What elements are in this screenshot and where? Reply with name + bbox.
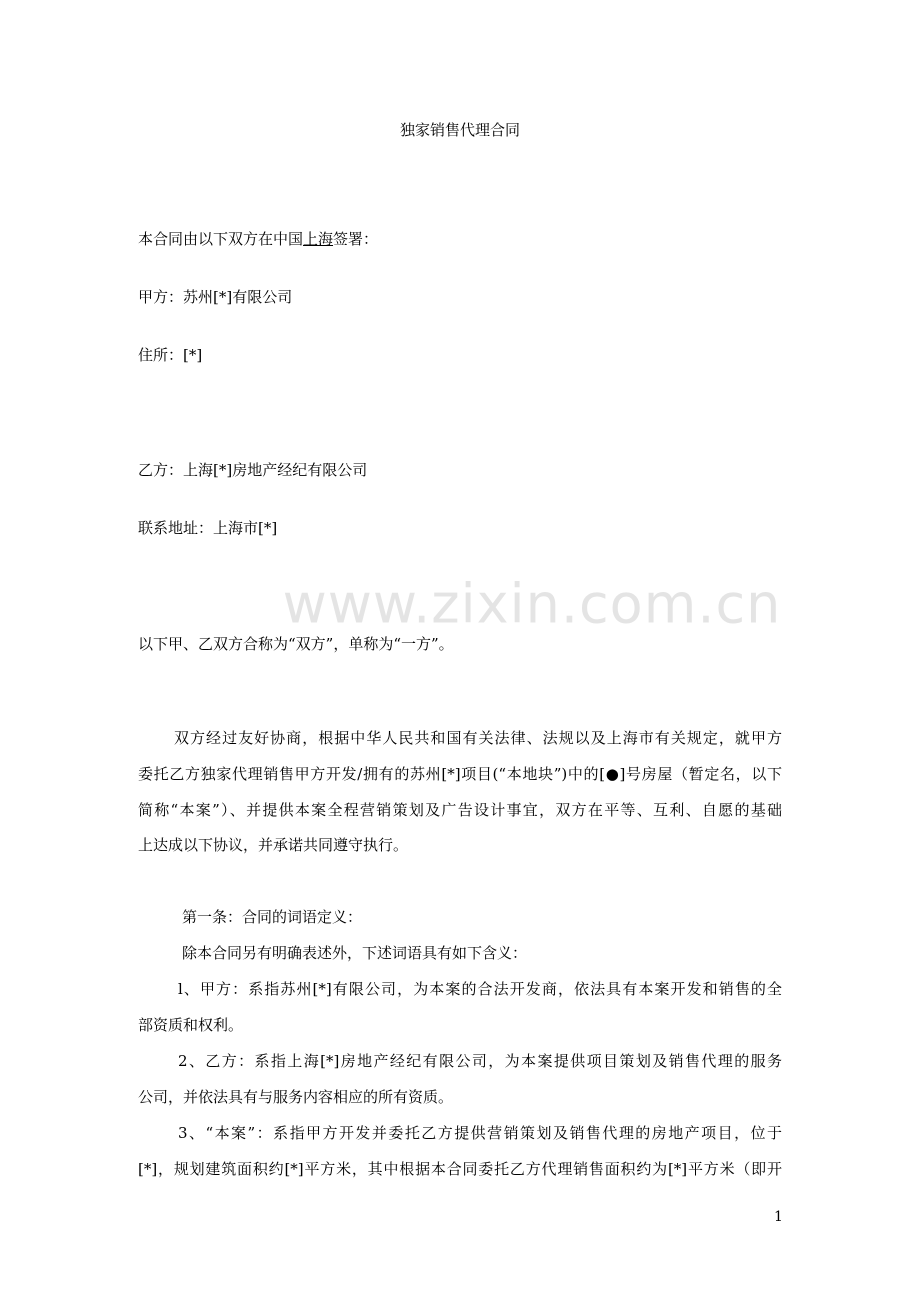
party-b: 乙方：上海[*]房地产经纪有限公司 xyxy=(138,461,368,479)
intro-place: 上海 xyxy=(303,230,334,248)
intro-text-before: 本合同由以下双方在中国 xyxy=(138,230,304,248)
party-b-address: 联系地址：上海市[*] xyxy=(138,519,278,537)
definition-line: 公司，并依法具有与服务内容相应的所有资质。 xyxy=(138,1088,454,1106)
article1-intro: 除本合同另有明确表述外，下述词语具有如下含义： xyxy=(182,944,528,962)
preamble-line: 委托乙方独家代理销售甲方开发/拥有的苏州[*]项目(“本地块”)中的[●]号房屋（暂定名，以下 xyxy=(138,765,782,783)
page-number: 1 xyxy=(774,1209,783,1225)
document-title: 独家销售代理合同 xyxy=(399,121,520,139)
preamble-line: 简称“本案”）、并提供本案全程营销策划及广告设计事宜，双方在平等、互利、自愿的基础 xyxy=(138,801,782,819)
intro-text-after: 签署： xyxy=(333,230,379,248)
definition-line: 部资质和权利。 xyxy=(138,1016,244,1034)
party-a: 甲方：苏州[*]有限公司 xyxy=(138,288,293,306)
party-a-address: 住所：[*] xyxy=(138,346,203,364)
preamble-line: 双方经过友好协商，根据中华人民共和国有关法律、法规以及上海市有关规定，就甲方 xyxy=(174,729,782,747)
definition-line: 2、乙方：系指上海[*]房地产经纪有限公司，为本案提供项目策划及销售代理的服务 xyxy=(178,1052,782,1070)
collective-definition: 以下甲、乙双方合称为“双方”，单称为“一方”。 xyxy=(138,635,454,653)
watermark-text: www.zixin.com.cn xyxy=(282,572,782,636)
definition-line: 3、“本案”：系指甲方开发并委托乙方提供营销策划及销售代理的房地产项目，位于 xyxy=(178,1124,782,1142)
preamble-line: 上达成以下协议，并承诺共同遵守执行。 xyxy=(138,836,409,854)
definition-line: [*]，规划建筑面积约[*]平方米，其中根据本合同委托乙方代理销售面积约为[*]平方米（即开 xyxy=(138,1160,782,1178)
definition-line: l、甲方：系指苏州[*]有限公司，为本案的合法开发商，依法具有本案开发和销售的全 xyxy=(178,980,782,998)
intro-line xyxy=(138,228,378,250)
article1-title: 第一条：合同的词语定义： xyxy=(182,908,363,926)
